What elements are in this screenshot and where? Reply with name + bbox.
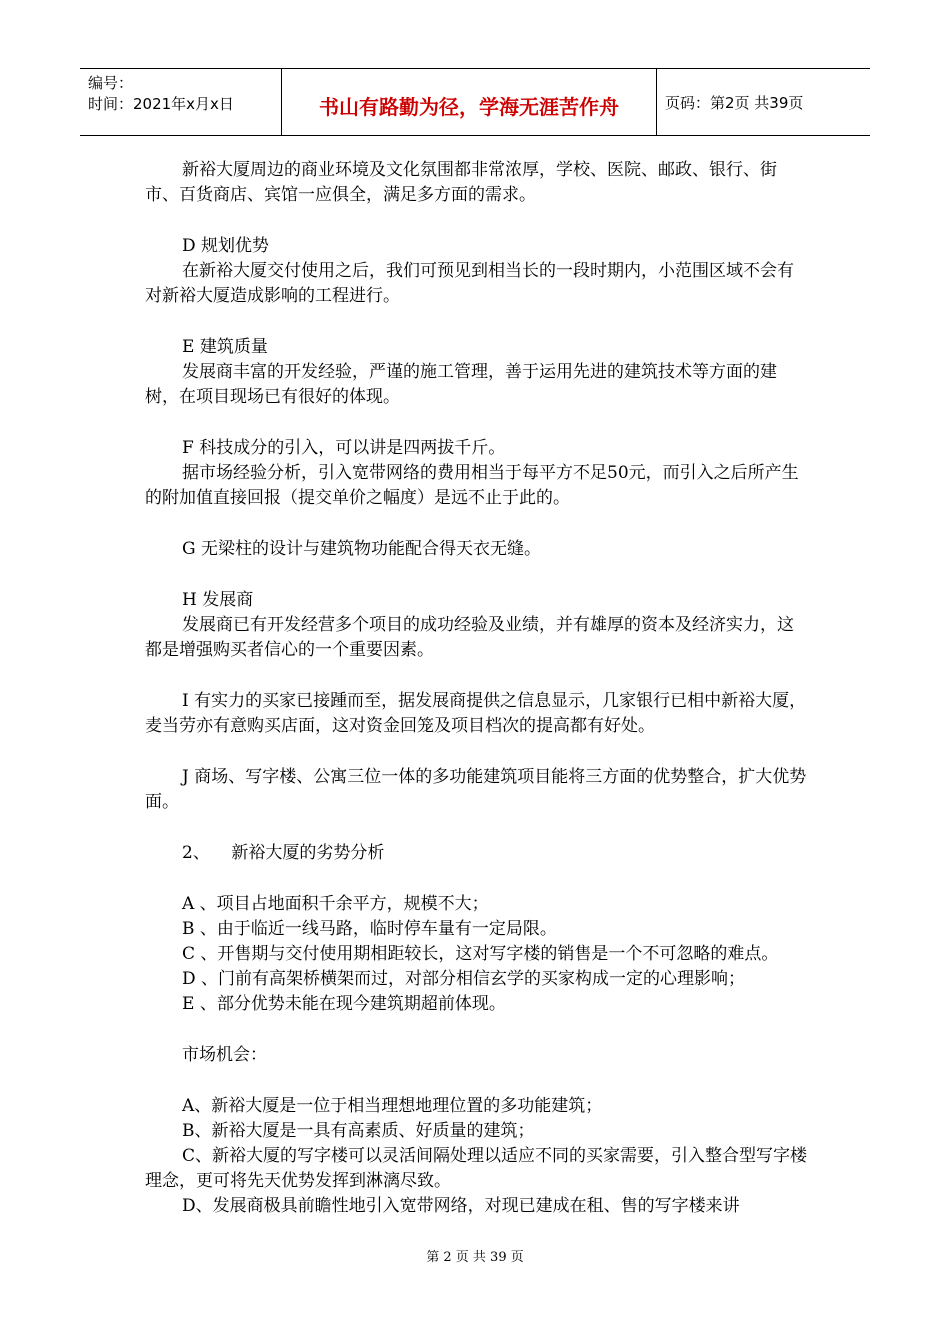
- weakness-c: C 、开售期与交付使用期相距较长，这对写字楼的销售是一个不可忽略的难点。: [182, 944, 779, 964]
- page-header: [80, 68, 870, 136]
- document-body: [145, 158, 810, 1219]
- page-info: 页码：第2页 共39页: [665, 93, 804, 112]
- time-label: 时间：2021年x月x日: [88, 95, 234, 113]
- paragraph-f: 据市场经验分析，引入宽带网络的费用相当于每平方不足50元，而引入之后所产生的附加值直接回报（提交单价之幅度）是远不止于此的。: [145, 463, 799, 508]
- heading-e: E 建筑质量: [182, 337, 268, 357]
- heading-f: F 科技成分的引入，可以讲是四两拔千斤。: [182, 438, 506, 458]
- header-meta-cell: [80, 69, 282, 135]
- paragraph-h: 发展商已有开发经营多个项目的成功经验及业绩，并有雄厚的资本及经济实力，这都是增强购买者信心的一个重要因素。: [145, 615, 794, 660]
- paragraph-environment: 新裕大厦周边的商业环境及文化氛围都非常浓厚，学校、医院、邮政、银行、街市、百货商店、宾馆一应俱全，满足多方面的需求。: [145, 160, 777, 205]
- heading-d: D 规划优势: [182, 236, 270, 256]
- section-2-heading: 2、 新裕大厦的劣势分析: [182, 843, 385, 863]
- opportunity-c: C、新裕大厦的写字楼可以灵活间隔处理以适应不同的买家需要，引入整合型写字楼理念，更可将先天优势发挥到淋漓尽致。: [145, 1146, 808, 1191]
- weakness-e: E 、部分优势未能在现今建筑期超前体现。: [182, 994, 506, 1014]
- motto-text: 书山有路勤为径，学海无涯苦作舟: [319, 94, 619, 119]
- header-page-cell: [657, 69, 870, 135]
- paragraph-d: 在新裕大厦交付使用之后，我们可预见到相当长的一段时期内，小范围区域不会有对新裕大厦造成影响的工程进行。: [145, 261, 794, 306]
- heading-h: H 发展商: [182, 590, 254, 610]
- opportunities-heading: 市场机会：: [182, 1045, 267, 1065]
- weakness-d: D 、门前有高架桥横架而过，对部分相信玄学的买家构成一定的心理影响；: [182, 969, 746, 989]
- page-footer: [0, 1246, 950, 1265]
- paragraph-j: J 商场、写字楼、公寓三位一体的多功能建筑项目能将三方面的优势整合，扩大优势面。: [145, 767, 807, 812]
- opportunity-b: B、新裕大厦是一具有高素质、好质量的建筑；: [182, 1121, 535, 1141]
- weakness-a: A 、项目占地面积千余平方，规模不大；: [182, 894, 489, 914]
- header-motto-cell: [282, 69, 657, 135]
- opportunity-a: A、新裕大厦是一位于相当理想地理位置的多功能建筑；: [182, 1096, 603, 1116]
- number-label: 编号：: [88, 74, 134, 92]
- heading-g: G 无梁柱的设计与建筑物功能配合得天衣无缝。: [182, 539, 541, 559]
- opportunity-d: D、发展商极具前瞻性地引入宽带网络，对现已建成在租、售的写字楼来讲: [182, 1196, 740, 1216]
- paragraph-e: 发展商丰富的开发经验，严谨的施工管理，善于运用先进的建筑技术等方面的建树，在项目现场已有很好的体现。: [145, 362, 777, 407]
- footer-page-number: 第 2 页 共 39 页: [426, 1250, 524, 1265]
- weakness-b: B 、由于临近一线马路，临时停车量有一定局限。: [182, 919, 557, 939]
- paragraph-i: I 有实力的买家已接踵而至，据发展商提供之信息显示，几家银行已相中新裕大厦，麦当劳亦有意购买店面，这对资金回笼及项目档次的提高都有好处。: [145, 691, 807, 736]
